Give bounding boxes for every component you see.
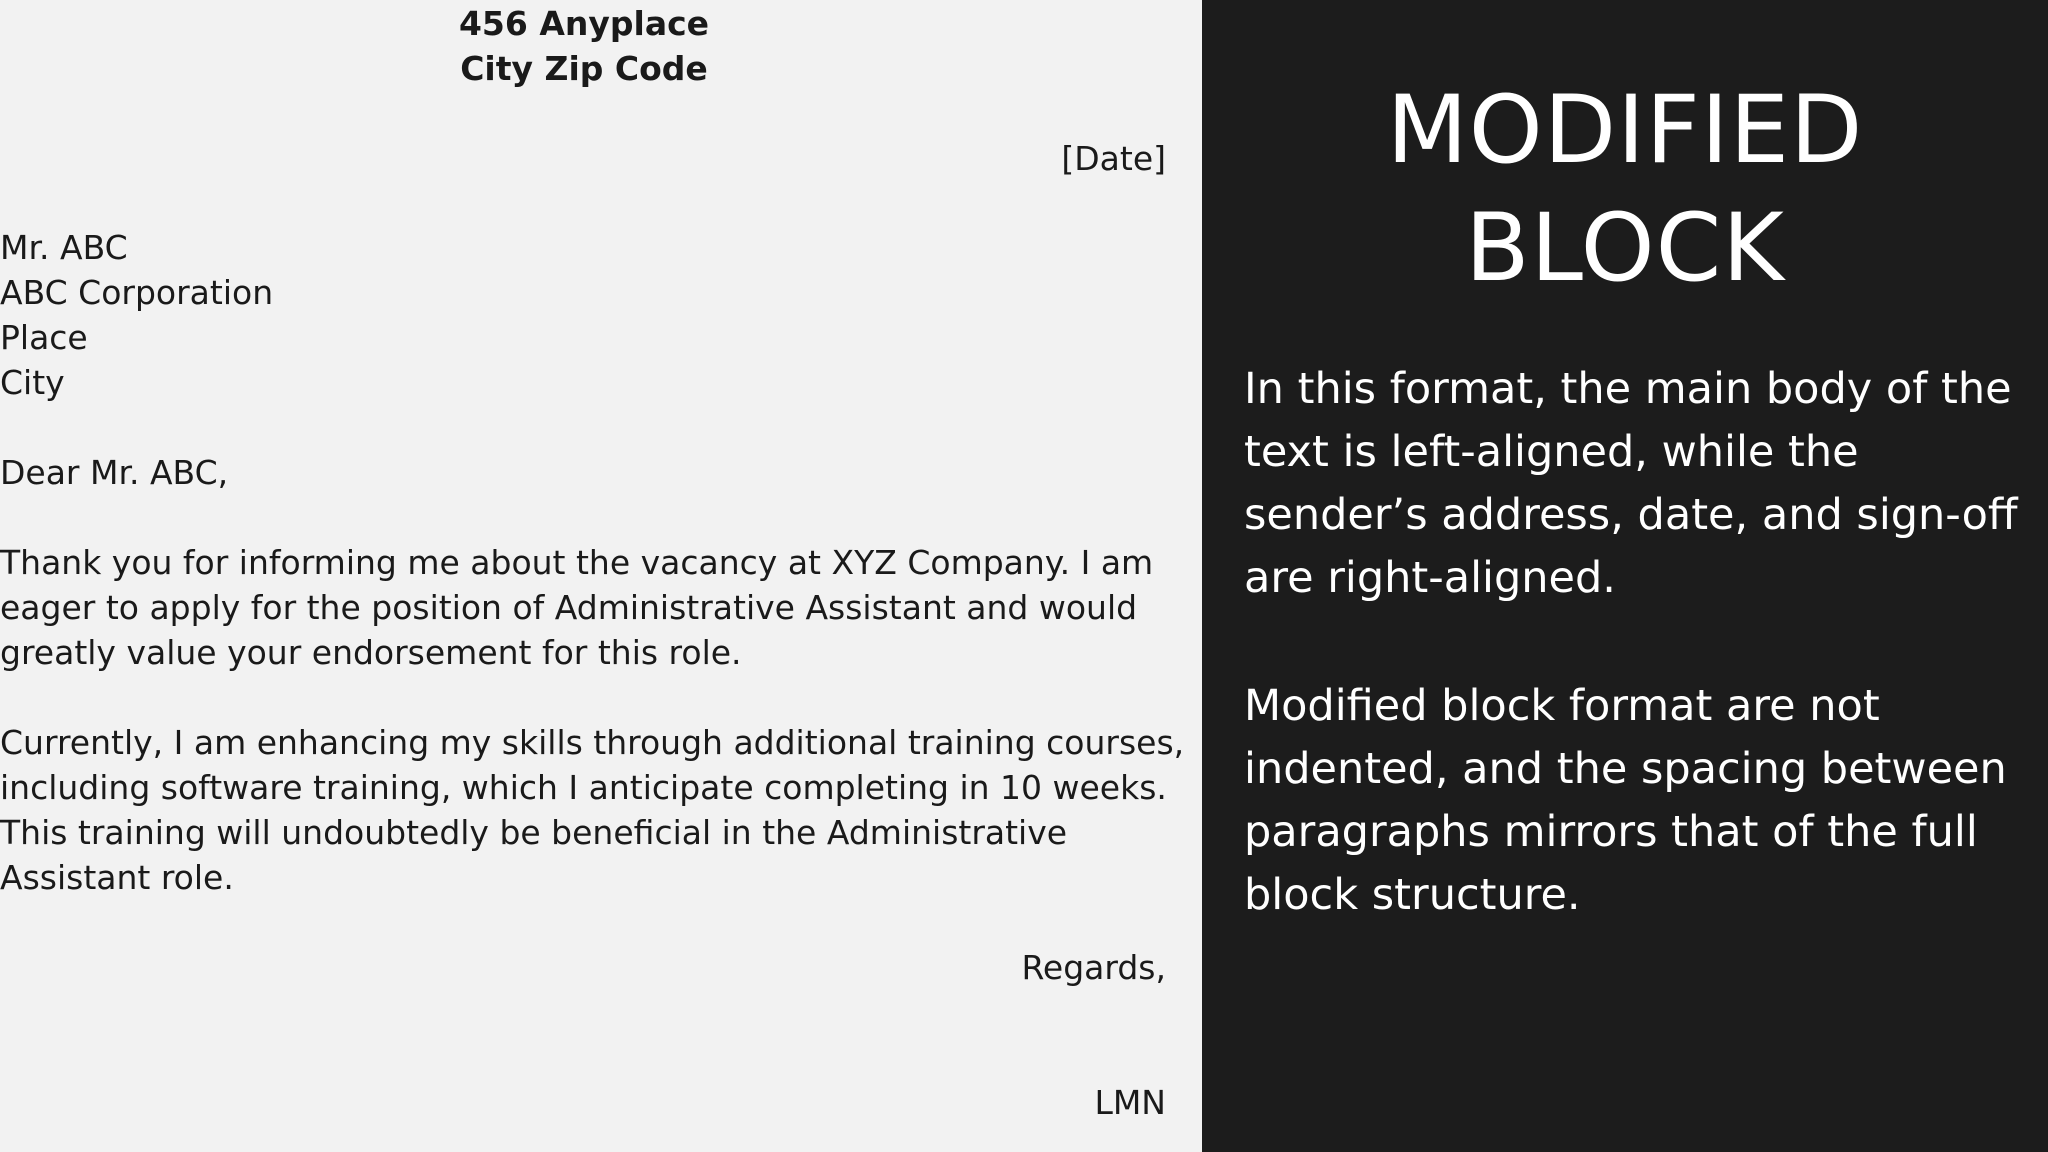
recipient-city: City [0,363,65,402]
body-paragraph-2-line: including software training, which I anticipate completing in 10 weeks. [0,768,1167,807]
panel-description-2-line: block structure. [1244,870,1581,920]
recipient-company: ABC Corporation [0,273,274,312]
panel-description-1-line: text is left-aligned, while the [1244,427,1859,477]
panel-description-1-line: sender’s address, date, and sign-off [1244,490,2018,540]
panel-description-1 [1244,358,2024,610]
sender-address-line-2: City Zip Code [460,49,708,88]
panel-description-2-line: paragraphs mirrors that of the full [1244,807,1978,857]
body-paragraph-1 [0,540,1153,675]
explanation-panel [1202,0,2048,1152]
salutation: Dear Mr. ABC, [0,453,229,492]
signature: LMN [1094,1083,1166,1122]
body-paragraph-2-line: This training will undoubtedly be beneficial in the Administrative [0,813,1068,852]
panel-description-2-line: indented, and the spacing between [1244,744,2007,794]
body-paragraph-1-line: Thank you for informing me about the vacancy at XYZ Company. I am [0,543,1154,582]
panel-description-1-line: In this format, the main body of the [1244,364,2012,414]
panel-title [1202,72,2048,308]
closing: Regards, [1021,948,1166,987]
body-paragraph-1-line: greatly value your endorsement for this role. [0,633,742,672]
recipient-address [0,225,273,405]
panel-title-line-1: MODIFIED [1386,76,1864,185]
panel-description-2-line: Modified block format are not [1244,681,1880,731]
body-paragraph-1-line: eager to apply for the position of Administrative Assistant and would [0,588,1138,627]
panel-description-1-line: are right-aligned. [1244,553,1616,603]
body-paragraph-2-line: Assistant role. [0,858,234,897]
sender-address-line-1: 456 Anyplace [458,4,710,43]
recipient-name: Mr. ABC [0,228,128,267]
letter-date: [Date] [1061,139,1166,178]
body-paragraph-2-line: Currently, I am enhancing my skills through additional training courses, [0,723,1185,762]
recipient-place: Place [0,318,88,357]
panel-title-line-2: BLOCK [1465,194,1785,303]
panel-description-2 [1244,675,2024,927]
body-paragraph-2 [0,720,1184,900]
